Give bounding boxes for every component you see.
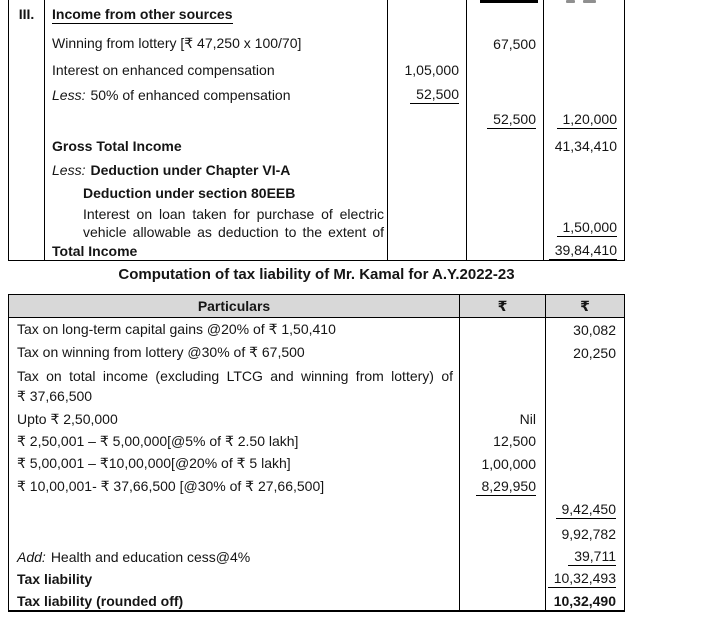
amount-cell xyxy=(546,364,624,408)
table-row xyxy=(9,133,624,158)
row-label: Total Income xyxy=(52,243,138,259)
row-label: Deduction under section 80EEB xyxy=(83,185,296,201)
row-label: Gross Total Income xyxy=(52,137,182,154)
amount-cell xyxy=(467,30,544,57)
amount-cell xyxy=(388,107,467,133)
table-row xyxy=(9,545,624,568)
particulars-cell xyxy=(9,408,460,430)
table-row xyxy=(9,498,624,522)
amount-cell xyxy=(388,241,467,261)
tax-liability-table xyxy=(8,294,625,612)
table-row xyxy=(9,364,624,408)
amount: 12,500 xyxy=(493,433,536,449)
amount-cell xyxy=(460,545,546,568)
table-row xyxy=(9,568,624,590)
amount-underlined: 8,29,950 xyxy=(476,478,537,496)
amount-cell xyxy=(388,133,467,158)
amount: 41,34,410 xyxy=(554,137,617,154)
table-row xyxy=(9,522,624,545)
table-row xyxy=(9,82,624,107)
amount-cell xyxy=(388,158,467,182)
add-prefix: Add: xyxy=(17,548,46,565)
amount: 10,32,490 xyxy=(553,593,616,609)
amount-cell xyxy=(544,158,624,182)
table-row xyxy=(9,57,624,82)
amount-cell xyxy=(546,341,624,364)
row-label-multiline: Interest on loan taken for purchase of electric vehicle allowable as deduction to the extent of xyxy=(83,205,384,240)
amount-cell xyxy=(460,475,546,498)
amount-cell xyxy=(546,568,624,590)
amount-cell xyxy=(467,158,544,182)
amount-underlined: 9,42,450 xyxy=(556,501,617,519)
table-row xyxy=(9,30,624,57)
header-particulars: Particulars xyxy=(9,295,460,318)
row-label: Tax on long-term capital gains @20% of ₹ 1,50,410 xyxy=(17,321,336,337)
amount-cell xyxy=(546,498,624,522)
amount-cell xyxy=(388,57,467,82)
header-rupee-a: ₹ xyxy=(460,295,546,318)
amount-cell xyxy=(467,107,544,133)
row-label: Deduction under Chapter VI-A xyxy=(90,162,291,178)
table-row xyxy=(9,318,624,341)
amount-underlined: 1,50,000 xyxy=(557,219,618,237)
amount-underlined: 1,20,000 xyxy=(557,111,618,129)
amount-cell xyxy=(544,107,624,133)
particulars-cell xyxy=(45,30,388,57)
amount-cell xyxy=(546,408,624,430)
particulars-cell xyxy=(9,452,460,475)
amount-cell xyxy=(460,568,546,590)
amount: 9,92,782 xyxy=(561,525,616,542)
table-row xyxy=(9,408,624,430)
amount-cell xyxy=(544,182,624,204)
amount-cell xyxy=(467,204,544,241)
row-label: ₹ 10,00,001- ₹ 37,66,500 [@30% of ₹ 27,66,500] xyxy=(17,478,325,494)
row-label: Tax liability (rounded off) xyxy=(17,593,184,609)
section-heading-cell xyxy=(45,0,388,30)
particulars-cell xyxy=(9,590,460,612)
table-row xyxy=(9,0,624,30)
amount-cell xyxy=(388,204,467,241)
row-label: 50% of enhanced compensation xyxy=(90,86,291,103)
amount-cell xyxy=(460,364,546,408)
table-row xyxy=(9,158,624,182)
table-row xyxy=(9,475,624,498)
amount-cell xyxy=(388,82,467,107)
row-label: Tax on winning from lottery @30% of ₹ 67,500 xyxy=(17,344,305,360)
row-label: Upto ₹ 2,50,000 xyxy=(17,410,118,427)
amount-cell xyxy=(467,182,544,204)
amount-cell xyxy=(460,452,546,475)
cropped-underline-artifact xyxy=(480,0,538,3)
income-table xyxy=(8,0,625,261)
amount-cell xyxy=(460,522,546,545)
amount-underlined: 39,711 xyxy=(568,548,616,566)
amount-cell xyxy=(460,430,546,452)
amount-cell xyxy=(460,590,546,612)
particulars-cell xyxy=(45,241,388,261)
row-label: Tax liability xyxy=(17,571,93,587)
table-row xyxy=(9,590,624,612)
amount-cell xyxy=(546,430,624,452)
amount-underlined: 10,32,493 xyxy=(548,570,616,588)
row-label-multiline: Tax on total income (excluding LTCG and winning from lottery) of ₹ 37,66,500 xyxy=(17,368,453,404)
particulars-cell xyxy=(45,82,388,107)
amount-underlined: 52,500 xyxy=(487,111,536,129)
amount-underlined: 52,500 xyxy=(410,86,459,104)
row-label: ₹ 2,50,001 – ₹ 5,00,000[@5% of ₹ 2.50 lakh] xyxy=(17,432,299,449)
amount: 30,082 xyxy=(573,321,616,338)
table-row xyxy=(9,452,624,475)
table-row xyxy=(9,182,624,204)
row-label: Winning from lottery [₹ 47,250 x 100/70] xyxy=(52,35,302,51)
amount-cell xyxy=(544,82,624,107)
amount: 20,250 xyxy=(573,344,616,361)
amount-cell xyxy=(546,590,624,612)
section-heading: Income from other sources xyxy=(52,6,233,22)
amount-cell xyxy=(467,57,544,82)
particulars-cell xyxy=(9,318,460,341)
amount: 1,05,000 xyxy=(404,61,459,78)
less-prefix: Less: xyxy=(52,86,86,103)
cropped-text-artifact xyxy=(583,0,596,3)
less-prefix: Less: xyxy=(52,162,86,178)
amount-cell xyxy=(460,498,546,522)
amount-cell xyxy=(467,133,544,158)
amount-cell xyxy=(544,133,624,158)
particulars-cell xyxy=(9,568,460,590)
amount-cell xyxy=(388,182,467,204)
amount-cell xyxy=(546,318,624,341)
amount-cell xyxy=(388,30,467,57)
amount-cell xyxy=(544,30,624,57)
amount-cell xyxy=(544,57,624,82)
amount-cell xyxy=(467,241,544,261)
particulars-cell xyxy=(45,158,388,182)
amount-cell xyxy=(460,408,546,430)
amount-cell xyxy=(546,545,624,568)
row-label: Health and education cess@4% xyxy=(50,548,251,565)
particulars-cell xyxy=(9,364,460,408)
table-row xyxy=(9,241,624,261)
amount-cell xyxy=(546,452,624,475)
header-rupee-b: ₹ xyxy=(546,295,624,318)
particulars-cell xyxy=(45,182,388,204)
row-label: ₹ 5,00,001 – ₹10,00,000[@20% of ₹ 5 lakh] xyxy=(17,455,291,471)
amount: 1,00,000 xyxy=(481,455,536,472)
amount-underlined: 39,84,410 xyxy=(549,242,617,260)
table-row xyxy=(9,107,624,133)
amount-cell xyxy=(546,475,624,498)
amount-cell xyxy=(467,0,544,30)
table-header-row xyxy=(9,295,624,318)
amount-cell xyxy=(546,522,624,545)
amount: Nil xyxy=(519,411,536,427)
amount-cell xyxy=(388,0,467,30)
cropped-text-artifact xyxy=(566,0,575,3)
table-row xyxy=(9,430,624,452)
particulars-cell xyxy=(9,475,460,498)
page-title: Computation of tax liability of Mr. Kamal for A.Y.2022-23 xyxy=(118,266,515,283)
table-row xyxy=(9,204,624,241)
particulars-cell xyxy=(45,57,388,82)
particulars-cell xyxy=(45,204,388,241)
row-label: Interest on enhanced compensation xyxy=(52,61,275,78)
amount-cell xyxy=(544,241,624,261)
particulars-cell xyxy=(9,430,460,452)
amount-cell xyxy=(460,318,546,341)
section-number: III. xyxy=(9,0,45,30)
particulars-cell xyxy=(45,133,388,158)
table-row xyxy=(9,341,624,364)
amount-cell xyxy=(544,0,624,30)
particulars-cell xyxy=(9,545,460,568)
amount-cell xyxy=(544,204,624,241)
amount-cell xyxy=(460,341,546,364)
amount: 67,500 xyxy=(493,35,536,52)
amount-cell xyxy=(467,82,544,107)
particulars-cell xyxy=(9,341,460,364)
